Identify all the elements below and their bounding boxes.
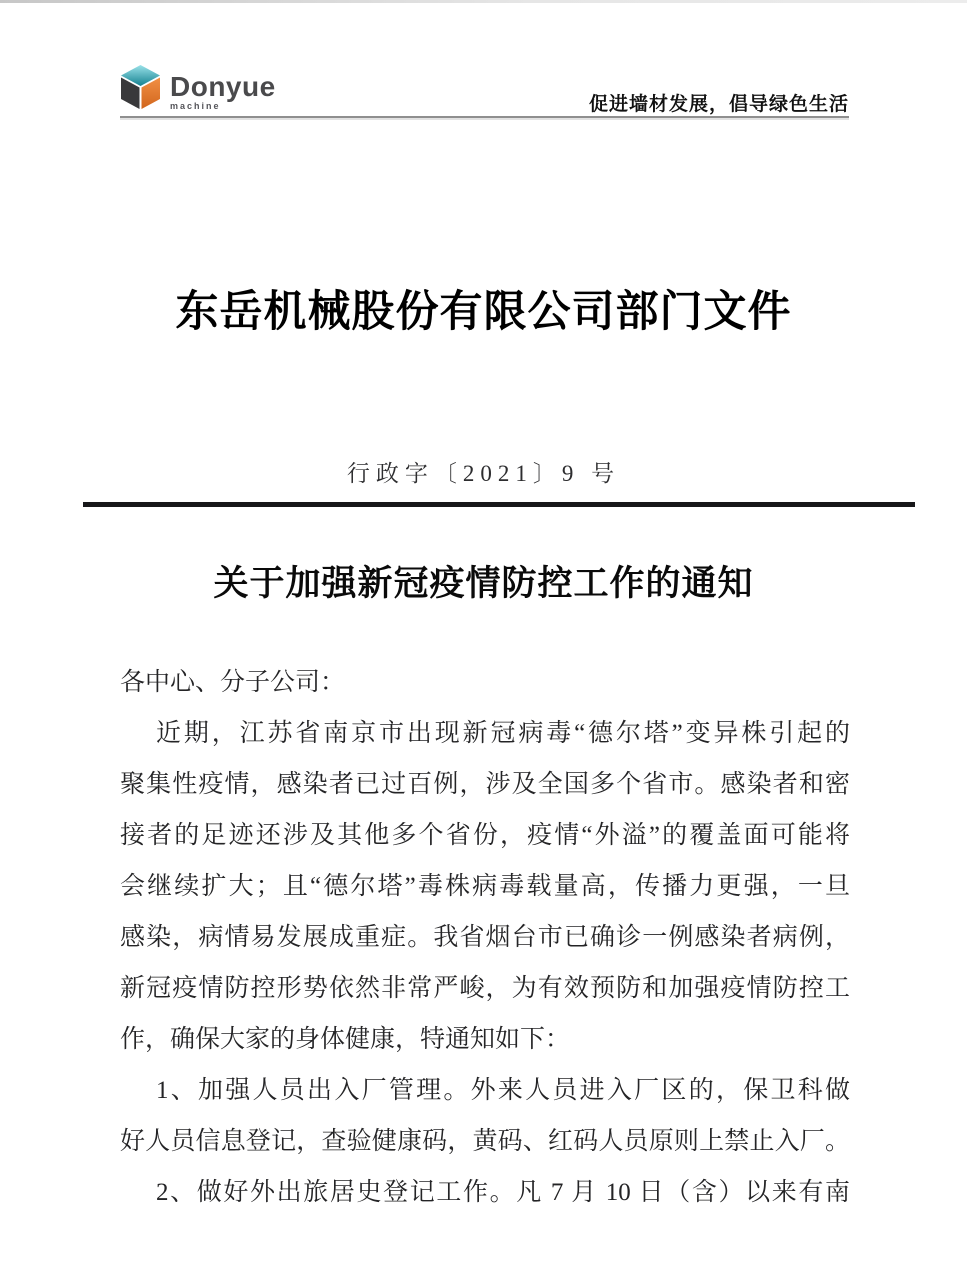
document-number: 行政字〔2021〕9 号 xyxy=(346,461,621,486)
salutation: 各中心、分子公司： xyxy=(120,669,346,696)
scan-edge-strip xyxy=(0,0,967,3)
header-divider xyxy=(120,116,849,118)
notice-subject: 关于加强新冠疫情防控工作的通知 xyxy=(213,564,754,603)
title-separator-rule xyxy=(83,502,915,507)
company-logo xyxy=(120,64,276,111)
body-line: 作，确保大家的身体健康，特通知如下： xyxy=(120,1026,571,1053)
body-line: 2、做好外出旅居史登记工作。凡 7 月 10 日（含）以来有南 xyxy=(156,1179,850,1206)
body-line: 近期，江苏省南京市出现新冠病毒“德尔塔”变异株引起的 xyxy=(156,720,850,747)
body-line: 接者的足迹还涉及其他多个省份，疫情“外溢”的覆盖面可能将 xyxy=(120,822,850,849)
logo-cube-icon xyxy=(120,64,161,110)
company-slogan: 促进墙材发展，倡导绿色生活 xyxy=(588,94,849,115)
logo-tagline-text: machine xyxy=(170,101,221,111)
notice-body xyxy=(120,657,850,1218)
document-title: 东岳机械股份有限公司部门文件 xyxy=(175,288,792,336)
body-line: 新冠疫情防控形势依然非常严峻，为有效预防和加强疫情防控工 xyxy=(120,975,850,1002)
body-line: 会继续扩大；且“德尔塔”毒株病毒载量高，传播力更强，一旦 xyxy=(120,873,850,900)
logo-wordmark xyxy=(170,71,276,111)
body-line: 1、加强人员出入厂管理。外来人员进入厂区的，保卫科做 xyxy=(156,1077,850,1104)
body-line: 好人员信息登记，查验健康码，黄码、红码人员原则上禁止入厂。 xyxy=(120,1128,850,1155)
body-line: 感染，病情易发展成重症。我省烟台市已确诊一例感染者病例， xyxy=(120,924,850,951)
logo-brand-text: Donyue xyxy=(170,71,276,102)
body-line: 聚集性疫情，感染者已过百例，涉及全国多个省市。感染者和密 xyxy=(120,771,850,798)
